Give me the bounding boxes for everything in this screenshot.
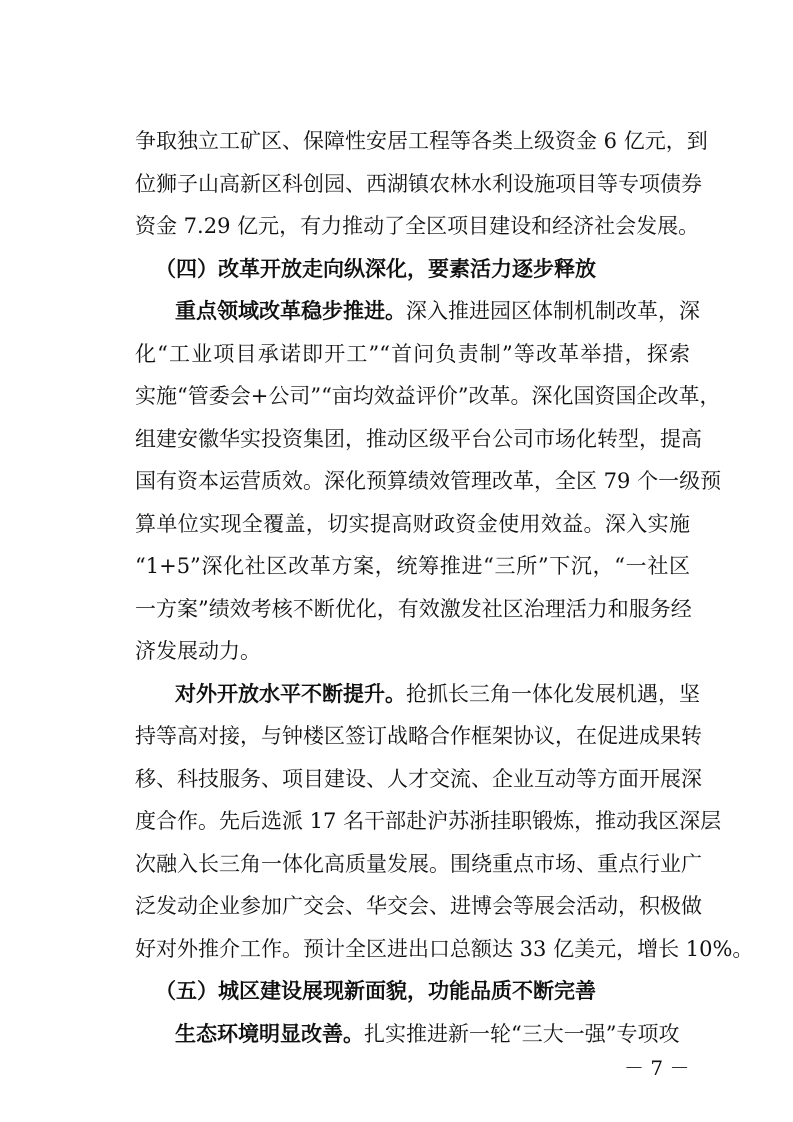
text-line: 度合作。先后选派 17 名干部赴沪苏浙挂职锻炼，推动我区深层 <box>135 809 722 833</box>
text-line: 资金 7.29 亿元，有力推动了全区项目建设和经济社会发展。 <box>135 214 700 238</box>
text-line: 次融入长三角一体化高质量发展。围绕重点市场、重点行业广 <box>135 852 702 876</box>
text-line: 国有资本运营质效。深化预算绩效管理改革，全区 79 个一级预 <box>135 469 722 493</box>
text-line: 位狮子山高新区科创园、西湖镇农林水利设施项目等专项债券 <box>135 172 702 196</box>
text-line: 移、科技服务、项目建设、人才交流、企业互动等方面开展深 <box>135 767 702 791</box>
paragraph-text: 深入推进园区体制机制改革，深 <box>406 299 700 323</box>
text-line: “1+5”深化社区改革方案，统筹推进“三所”下沉，“一社区 <box>135 554 690 578</box>
paragraph-first-line <box>175 681 700 706</box>
page-number: － 7 － <box>624 1056 690 1080</box>
text-line: 一方案”绩效考核不断优化，有效激发社区治理活力和服务经 <box>135 597 692 621</box>
text-line: 组建安徽华实投资集团，推动区级平台公司市场化转型，提高 <box>135 427 702 451</box>
text-line: 泛发动企业参加广交会、华交会、进博会等展会活动，积极做 <box>135 894 702 918</box>
text-line: 化“工业项目承诺即开工”“首问负责制”等改革举措，探索 <box>135 342 690 366</box>
paragraph-lead: 重点领域改革稳步推进。 <box>175 298 406 323</box>
paragraph-lead: 对外开放水平不断提升。 <box>175 681 406 706</box>
paragraph-text: 扎实推进新一轮“三大一强”专项攻 <box>364 1022 680 1046</box>
text-line: 争取独立工矿区、保障性安居工程等各类上级资金 6 亿元，到 <box>135 129 708 153</box>
text-line: 济发展动力。 <box>135 639 261 663</box>
section-heading: （五）城区建设展现新面貌，功能品质不断完善 <box>155 978 596 1003</box>
section-heading: （四）改革开放走向纵深化，要素活力逐步释放 <box>155 256 596 281</box>
text-line: 算单位实现全覆盖，切实提高财政资金使用效益。深入实施 <box>135 512 690 536</box>
paragraph-text: 抢抓长三角一体化发展机遇，坚 <box>406 682 700 706</box>
paragraph-first-line <box>175 298 700 323</box>
text-line: 好对外推介工作。预计全区进出口总额达 33 亿美元，增长 10%。 <box>135 937 754 961</box>
paragraph-first-line <box>175 1021 680 1046</box>
paragraph-lead: 生态环境明显改善。 <box>175 1021 364 1046</box>
text-line: 持等高对接，与钟楼区签订战略合作框架协议，在促进成果转 <box>135 724 702 748</box>
text-line: 实施“管委会+公司”“亩均效益评价”改革。深化国资国企改革， <box>135 384 721 408</box>
